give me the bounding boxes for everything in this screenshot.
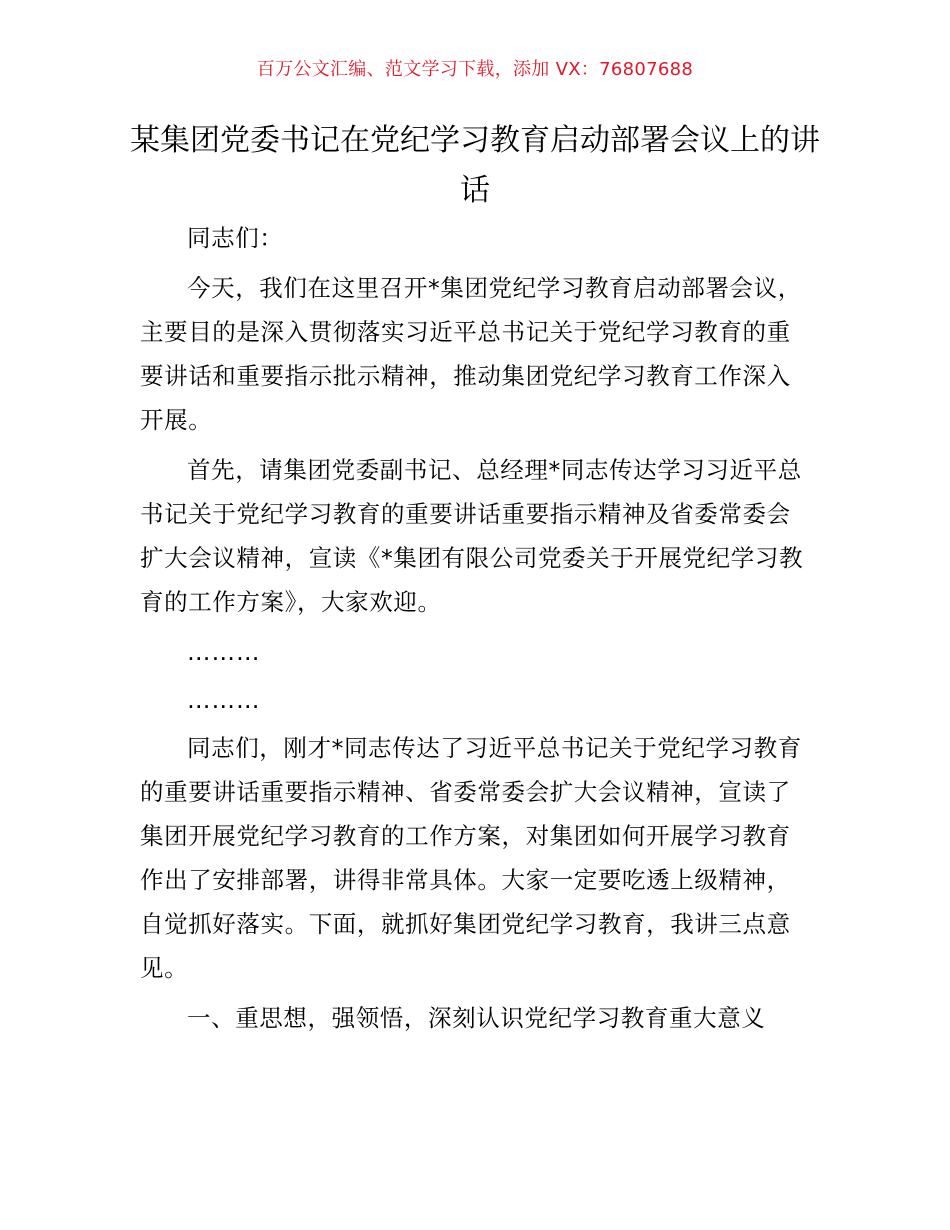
document-title: 某集团党委书记在党纪学习教育启动部署会议上的讲话 — [130, 123, 820, 208]
ellipsis-line: ……… — [187, 686, 261, 714]
promo-header: 百万公文汇编、范文学习下载，添加 VX：76807688 — [256, 59, 694, 80]
section-heading-one: 一、重思想，强领悟，深刻认识党纪学习教育重大意义 — [187, 1004, 766, 1032]
document-body — [140, 216, 812, 1040]
paragraph-first-item: 首先，请集团党委副书记、总经理*同志传达学习习近平总书记关于党纪学习教育的重要讲话重要指示精神及省委常委会扩大会议精神，宣读《*集团有限公司党委关于开展党纪学习教育的工作方案》，大家欢迎。 — [140, 456, 804, 616]
paragraph-intro: 今天，我们在这里召开*集团党纪学习教育启动部署会议，主要目的是深入贯彻落实习近平总书记关于党纪学习教育的重要讲话和重要指示批示精神，推动集团党纪学习教育工作深入开展。 — [140, 274, 802, 434]
salutation: 同志们： — [187, 224, 284, 252]
paragraph-summary: 同志们，刚才*同志传达了习近平总书记关于党纪学习教育的重要讲话重要指示精神、省委常委会扩大会议精神，宣读了集团开展党纪学习教育的工作方案，对集团如何开展学习教育作出了安排部署，讲得非常具体。大家一定要吃透上级精神，自觉抓好落实。下面，就抓好集团党纪学习教育，我讲三点意见。 — [140, 734, 802, 982]
ellipsis-line: ……… — [187, 638, 261, 666]
